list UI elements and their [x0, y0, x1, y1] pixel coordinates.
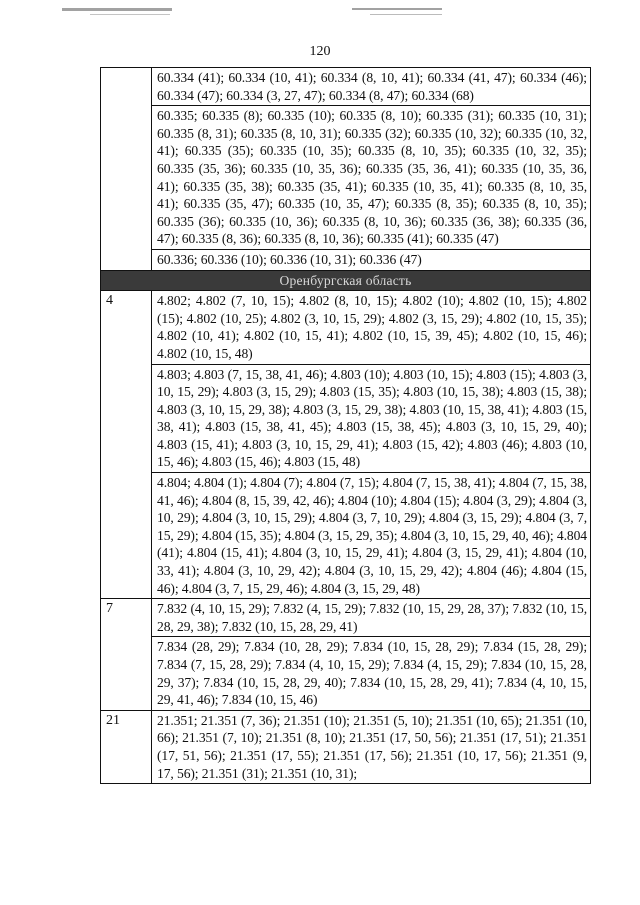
scan-artifact [370, 14, 442, 15]
row-code [101, 68, 152, 271]
row-code: 4 [101, 291, 152, 599]
scan-artifact [352, 8, 442, 10]
row-code: 7 [101, 599, 152, 711]
table-row [101, 106, 591, 250]
row-text: 7.834 (28, 29); 7.834 (10, 28, 29); 7.834 (10, 15, 28, 29); 7.834 (15, 28, 29); 7.834 (7, 15, 28, 29); 7.834 (4, 10, 15, 29); 7.834 (4, 15, 29); 7.834 (10, 15, 28, 29, 37); 7.834 (10, 15, 28, 29, 40); 7.834 (10, 15, 28, 29, 41); 7.834 (4, 10, 15, 29, 41, 46); 7.834 (10, 15, 46) [152, 637, 591, 710]
row-text: 60.335; 60.335 (8); 60.335 (10); 60.335 (8, 10); 60.335 (31); 60.335 (10, 31); 60.335 (8, 31); 60.335 (8, 10, 31); 60.335 (32); 60.335 (10, 32); 60.335 (10, 32, 41); 60.335 (35); 60.335 (10, 35); 60.335 (8, 10, 35); 60.335 (10, 32, 35); 60.335 (35, 36); 60.335 (10, 35, 36); 60.335 (35, 36, 41); 60.335 (10, 35, 36, 41); 60.335 (35, 38); 60.335 (35, 41); 60.335 (10, 35, 41); 60.335 (8, 10, 35, 41); 60.335 (35, 47); 60.335 (10, 35, 47); 60.335 (8, 35); 60.335 (8, 10, 35); 60.335 (36); 60.335 (10, 36); 60.335 (8, 10, 36); 60.335 (36, 38); 60.335 (36, 47); 60.335 (8, 36); 60.335 (8, 10, 36); 60.335 (41); 60.335 (47) [152, 106, 591, 250]
scan-artifact [90, 14, 170, 15]
row-text: 4.802; 4.802 (7, 10, 15); 4.802 (8, 10, 15); 4.802 (10); 4.802 (10, 15); 4.802 (15); 4.802 (10, 25); 4.802 (3, 10, 15, 29); 4.802 (3, 15, 29); 4.802 (10, 15, 35); 4.802 (10, 41); 4.802 (10, 15, 41); 4.802 (10, 15, 39, 45); 4.802 (10, 15, 46); 4.802 (10, 15, 48) [152, 291, 591, 364]
page-number: 120 [309, 44, 331, 59]
row-text: 60.336; 60.336 (10); 60.336 (10, 31); 60.336 (47) [152, 249, 591, 270]
table-row [101, 364, 591, 473]
region-header-row [101, 270, 591, 291]
row-text: 7.832 (4, 10, 15, 29); 7.832 (4, 15, 29); 7.832 (10, 15, 29, 28, 37); 7.832 (10, 15, 28, 29, 38); 7.832 (10, 15, 28, 29, 41) [152, 599, 591, 637]
table-row [101, 599, 591, 637]
region-header [101, 270, 591, 291]
row-text: 60.334 (41); 60.334 (10, 41); 60.334 (8, 10, 41); 60.334 (41, 47); 60.334 (46); 60.334 (47); 60.334 (3, 27, 47); 60.334 (8, 47); 60.334 (68) [152, 68, 591, 106]
table-row [101, 249, 591, 270]
table-row [101, 291, 591, 364]
row-text: 4.804; 4.804 (1); 4.804 (7); 4.804 (7, 15); 4.804 (7, 15, 38, 41); 4.804 (7, 15, 38, 41, 46); 4.804 (8, 15, 39, 42, 46); 4.804 (10); 4.804 (15); 4.804 (3, 29); 4.804 (3, 10, 29); 4.804 (3, 10, 15, 29); 4.804 (3, 7, 10, 29); 4.804 (3, 15, 29); 4.804 (3, 7, 15, 29); 4.804 (15, 35); 4.804 (3, 15, 29, 35); 4.804 (3, 10, 15, 29, 40, 46); 4.804 (41); 4.804 (15, 41); 4.804 (3, 10, 15, 29, 41); 4.804 (3, 15, 29, 41); 4.804 (10, 33, 41); 4.804 (3, 10, 29, 42); 4.804 (3, 10, 15, 29, 42); 4.804 (46); 4.804 (15, 46); 4.804 (3, 7, 15, 29, 46); 4.804 (3, 15, 29, 48) [152, 473, 591, 599]
row-text: 4.803; 4.803 (7, 15, 38, 41, 46); 4.803 (10); 4.803 (10, 15); 4.803 (15); 4.803 (3, 10, 15, 29); 4.803 (3, 15, 29); 4.803 (15, 35); 4.803 (10, 15, 38); 4.803 (15, 38); 4.803 (3, 10, 15, 29, 38); 4.803 (3, 15, 29, 38); 4.803 (10, 15, 38, 41); 4.803 (15, 38, 41); 4.803 (15, 38, 41, 45); 4.803 (15, 38, 45); 4.803 (3, 10, 15, 29, 40); 4.803 (15, 41); 4.803 (3, 10, 15, 29, 41); 4.803 (15, 42); 4.803 (46); 4.803 (10, 15, 46); 4.803 (15, 46); 4.803 (15, 48) [152, 364, 591, 473]
code-table [100, 67, 591, 784]
scan-artifact [62, 8, 172, 11]
region-title: Оренбургская область [279, 272, 412, 288]
table-row [101, 473, 591, 599]
row-code: 21 [101, 710, 152, 783]
row-text: 21.351; 21.351 (7, 36); 21.351 (10); 21.351 (5, 10); 21.351 (10, 65); 21.351 (10, 66); 21.351 (7, 10); 21.351 (8, 10); 21.351 (17, 50, 56); 21.351 (17, 51); 21.351 (17, 51, 56); 21.351 (17, 55); 21.351 (17, 56); 21.351 (10, 17, 56); 21.351 (9, 17, 56); 21.351 (31); 21.351 (10, 31); [152, 710, 591, 783]
table-row [101, 68, 591, 106]
table-row [101, 710, 591, 783]
table-row [101, 637, 591, 710]
